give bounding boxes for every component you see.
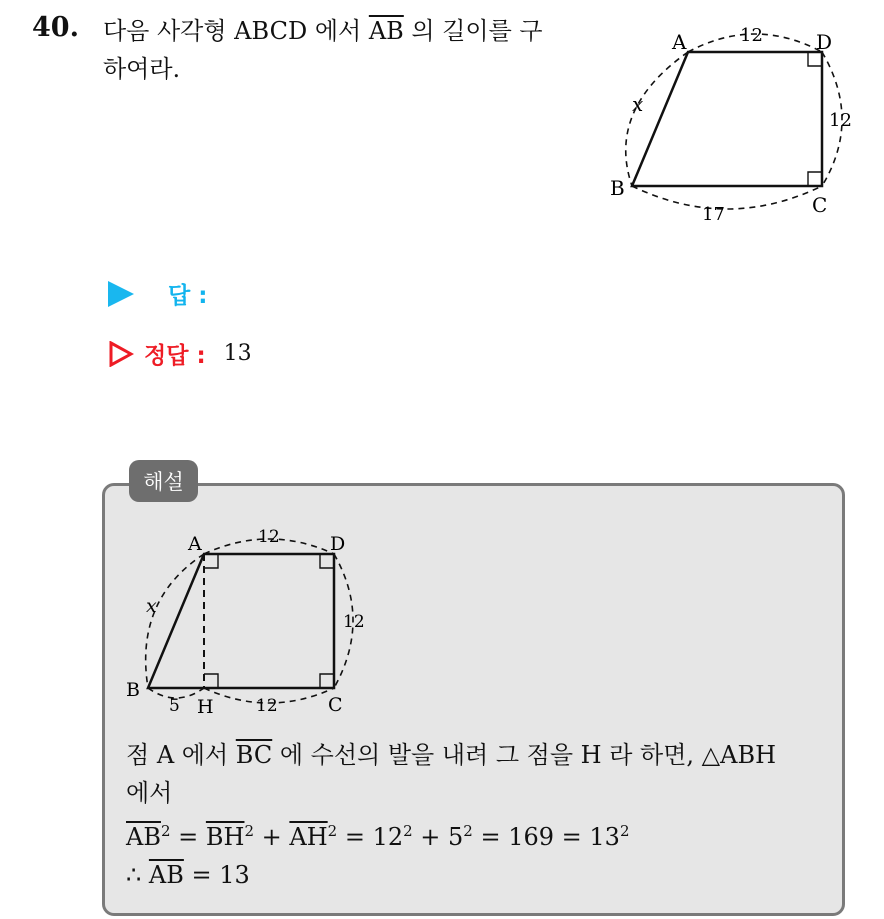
right-angle-h (204, 674, 218, 688)
sup: 2 (160, 822, 171, 840)
label-b: B (610, 176, 625, 200)
sup: 2 (244, 822, 255, 840)
question-number: 40. (32, 12, 79, 43)
solution-line1-b: 에 수선의 발을 내려 그 점을 H 라 하면, △ABH (272, 741, 777, 769)
solution-line1-a: 점 A 에서 (126, 741, 236, 769)
pythagoras-equation: $\overline{AB}^2 = \overline{BH}^2 + \overline{AH}^2 = 12^2 + 5^2 = 169 = 13^2$ (126, 822, 630, 851)
segment-bc: $\overline{BC}$ (235, 741, 273, 769)
sup: 2 (619, 822, 630, 840)
quadrilateral-abcd (632, 52, 822, 186)
label-c: C (328, 694, 343, 716)
label-c: C (812, 193, 828, 217)
sup: 2 (403, 822, 413, 840)
trapezoid-figure (600, 20, 870, 225)
label-b: B (126, 679, 140, 701)
solution-line2: 에서 (126, 779, 173, 807)
quadrilateral-abcd (148, 554, 334, 688)
label-a: A (188, 533, 202, 555)
right-angle-d (320, 554, 334, 568)
correct-answer-value: 13 (223, 341, 252, 366)
solution-tab: 해설 (129, 460, 198, 502)
solution-figure (120, 520, 380, 720)
label-x: x (632, 92, 644, 116)
correct-answer-label: 정답 : (144, 343, 206, 369)
question-line1-pre: 다음 사각형 ABCD 에서 (103, 17, 369, 45)
eq-ah: $\overline{AH}$ (289, 823, 328, 851)
sup: 2 (463, 822, 473, 840)
right-angle-a (204, 554, 218, 568)
play-icon (108, 281, 134, 307)
outline-play-icon (108, 341, 134, 367)
label-bottom-17: 17 (702, 204, 725, 225)
label-d: D (330, 533, 346, 555)
eq-bh: $\overline{BH}$ (205, 823, 245, 851)
label-d: D (816, 30, 833, 54)
eq-part: + 5 (412, 823, 464, 851)
label-bottom-12: 12 (256, 696, 278, 716)
final-ab: $\overline{AB}$ (148, 861, 184, 889)
label-bottom-5: 5 (169, 696, 180, 716)
label-top-12: 12 (740, 25, 763, 46)
right-angle-c (320, 674, 334, 688)
sup: 2 (327, 822, 338, 840)
question-line1-post: 의 길이를 구 (403, 17, 543, 45)
answer-label: 답 : (168, 283, 208, 309)
right-angle-d (808, 52, 822, 66)
correct-answer-row (108, 337, 252, 370)
solution-text (126, 736, 836, 894)
label-a: A (672, 30, 687, 54)
question-line2: 하여라. (103, 55, 181, 83)
segment-ab: $\overline{AB}$ (368, 17, 404, 45)
label-x: x (146, 595, 157, 617)
right-angle-c (808, 172, 822, 186)
eq-part: = 169 = 13 (472, 823, 620, 851)
label-right-12: 12 (343, 612, 365, 632)
label-top-12: 12 (258, 527, 280, 547)
answer-row (108, 277, 207, 310)
eq-part: = 12 (337, 823, 404, 851)
label-h: H (197, 696, 214, 718)
question-text (103, 12, 583, 88)
final-value: = 13 (183, 861, 250, 889)
conclusion (126, 861, 250, 889)
arc-bottom-17 (632, 186, 822, 209)
label-right-12: 12 (829, 110, 852, 131)
eq-ab: $\overline{AB}$ (126, 823, 161, 851)
therefore-symbol: ∴ (126, 861, 149, 889)
